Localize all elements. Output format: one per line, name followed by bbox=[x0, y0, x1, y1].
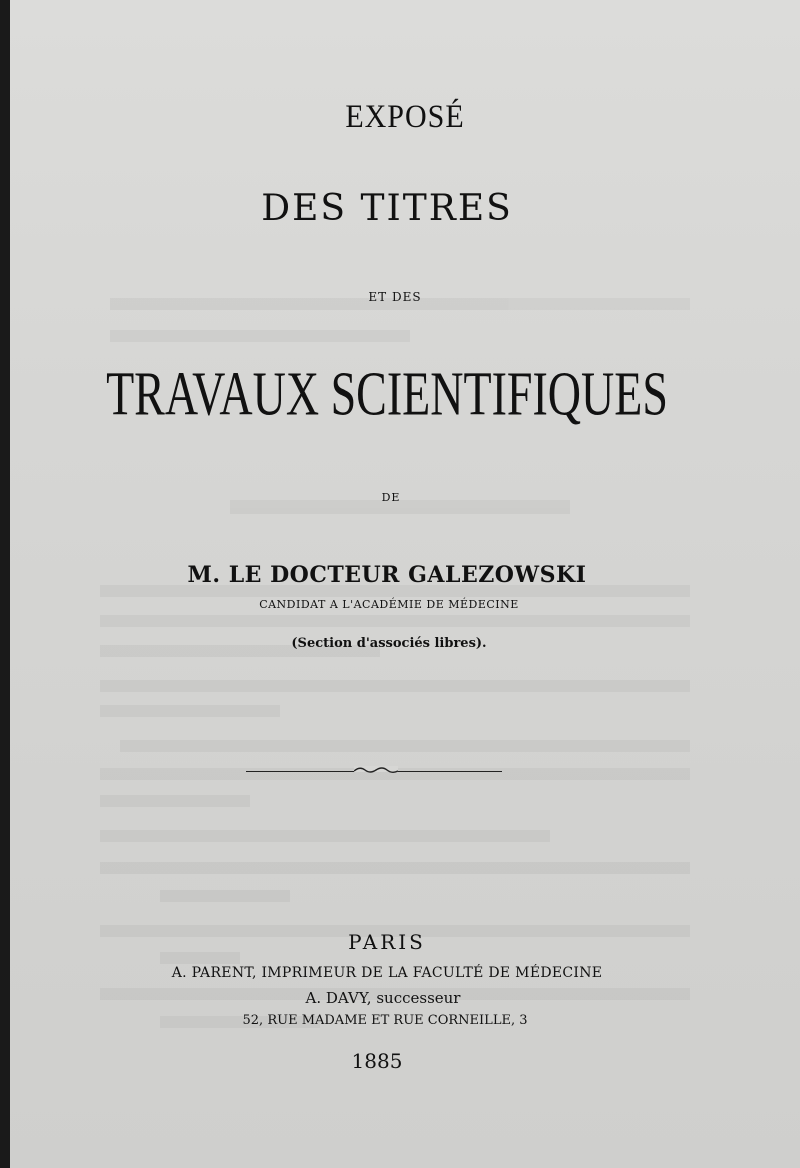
candidacy-line: CANDIDAT A L'ACADÉMIE DE MÉDECINE bbox=[259, 598, 519, 611]
title-des-titres: DES TITRES bbox=[261, 188, 513, 229]
imprint-city: PARIS bbox=[348, 930, 426, 954]
rule-ornament-icon bbox=[354, 762, 398, 776]
title-et-des: ET DES bbox=[368, 290, 422, 304]
title-travaux-scientifiques: TRAVAUX SCIENTIFIQUES bbox=[106, 359, 668, 429]
title-de: DE bbox=[381, 491, 401, 504]
imprint-successor: A. DAVY, successeur bbox=[305, 989, 461, 1007]
author-name: M. LE DOCTEUR GALEZOWSKI bbox=[187, 562, 587, 588]
title-expose: EXPOSÉ bbox=[345, 98, 465, 135]
imprint-year: 1885 bbox=[351, 1049, 403, 1073]
section-line: (Section d'associés libres). bbox=[291, 636, 487, 651]
title-page bbox=[10, 0, 800, 1168]
imprint-address: 52, RUE MADAME ET RUE CORNEILLE, 3 bbox=[242, 1013, 528, 1028]
imprint-publisher: A. PARENT, IMPRIMEUR DE LA FACULTÉ DE MÉDECINE bbox=[171, 965, 603, 981]
